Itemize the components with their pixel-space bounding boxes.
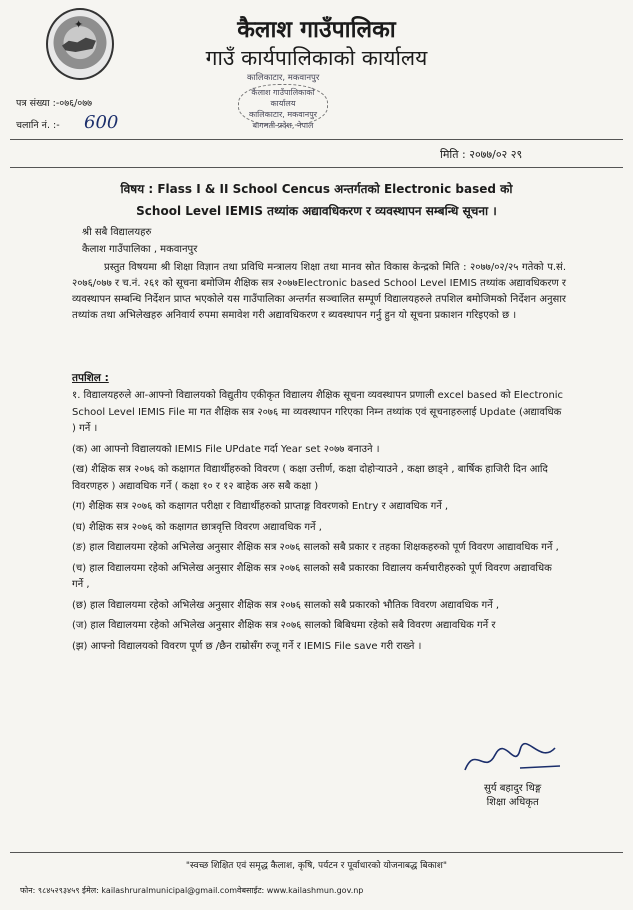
letter-number-label: पत्र संख्या :-: [16, 98, 60, 109]
list-item: (क) आ आफ्नो विद्यालयको IEMIS File UPdate गर्दा Year set २०७७ बनाउने ।: [72, 443, 380, 455]
signatory-title: शिक्षा अधिकृत: [486, 797, 539, 808]
details-list: [72, 388, 564, 659]
list-item: (छ) हाल विद्यालयमा रहेको अभिलेख अनुसार शैक्षिक सत्र २०७६ सालको सबै प्रकारको भौतिक विवरण अद्यावधिक गर्ने ,: [72, 599, 500, 611]
signatory-name: सुर्य बहादुर थिङ्ग: [484, 783, 542, 794]
intro-paragraph-text: प्रस्तुत विषयमा श्री शिक्षा विज्ञान तथा प्रविधि मन्त्रालय शिक्षा तथा मानव स्रोत विकास केन्द्रको मिति : २०७७/०२/२५ गतेको प.सं. २०७६/०७७ र च.नं. २६१ को सूचना बमोजिम शैक्षिक सत्र २०७७Electronic based School Level IEMIS तथ्यांक अद्यावधिकरण र व्यवस्थापन सम्बन्धि निर्देशन प्राप्त भएकोले यस गाउँपालिका अन्तर्गत सञ्चालित सम्पूर्ण विद्यालयहरुले तपशिल बमोजिमको निर्देशन अनुसार तथ्यांक तथा अभिलेखहरु अनिवार्य रुपमा समावेश गरी अद्यावधिकरण र ब्यवस्थापन गर्नु हुन यो सूचना प्रकाशन गरिइएको छ ।: [72, 262, 566, 321]
list-item: (झ) आफ्नो विद्यालयको विवरण पूर्ण छ /छैन राम्रोसँग रुजू गर्ने र IEMIS File save गरी राख्ने ।: [72, 640, 422, 652]
date-divider: [10, 167, 623, 168]
signature-mark: [460, 740, 570, 780]
letter-date: मिति : २०७७/०२ २९: [440, 148, 523, 161]
footer-motto: "स्वच्छ शिक्षित एवं समृद्ध कैलाश, कृषि, पर्यटन र पूर्वाधारको योजनाबद्ध बिकाश": [185, 861, 448, 871]
letterhead-title: कैलाश गाउँपालिका: [237, 17, 396, 43]
details-heading: तपशिल :: [72, 372, 109, 384]
office-stamp: [238, 84, 328, 130]
footer-contact: फोन: ९८४५२९३४५९ ईमेल: kailashruralmunicipal@gmail.comवेबसाईट: www.kailashmun.gov.np: [20, 886, 364, 895]
header-divider: [10, 139, 623, 140]
letterhead-address: कालिकाटार, मकवानपुर: [247, 73, 320, 83]
letter-number-value: ०७६/०७७: [59, 98, 93, 109]
dispatch-number-label: चलानि नं. :-: [16, 120, 60, 131]
stamp-line: कालिकाटार, मकवानपुर: [248, 110, 318, 119]
list-item: (च) हाल विद्यालयमा रहेको अभिलेख अनुसार शैक्षिक सत्र २०७६ सालको सबै प्रकारका विद्यालय कर्मचारीहरुको पूर्ण विवरण अद्यावधिक गर्ने ,: [72, 562, 552, 590]
stamp-line: कैलाश गाउँपालिकाको कार्यालय: [251, 88, 315, 108]
dispatch-number-value: 600: [84, 112, 119, 133]
recipient-line-2: कैलाश गाउँपालिका , मकवानपुर: [82, 244, 198, 255]
footer-divider: [10, 852, 623, 853]
list-item: (ग) शैक्षिक सत्र २०७६ को कक्षागत परीक्षा र विद्यार्थीहरुको प्राप्ताङ्ग विवरणको Entry र अद्यावधिक गर्ने ,: [72, 501, 449, 512]
list-item: (ङ) हाल विद्यालयमा रहेको अभिलेख अनुसार शैक्षिक सत्र २०७६ सालको सबै प्रकार र तहका शिक्षकहरुको पूर्ण विवरण आद्यावधिक गर्ने ,: [72, 542, 559, 553]
signatory: [484, 782, 541, 810]
dispatch-number: [16, 118, 60, 131]
list-item: (ज) हाल विद्यालयमा रहेको अभिलेख अनुसार शैक्षिक सत्र २०७६ सालको बिबिधमा रहेको सबै विवरण अद्यावधिक गर्ने र: [72, 620, 496, 631]
stamp-line: बागमती प्रदेश, नेपाल: [252, 121, 314, 130]
list-item: (घ) शैक्षिक सत्र २०७६ को कक्षागत छात्रवृत्ति विवरण अद्यावधिक गर्ने ,: [72, 521, 322, 533]
subject-line-1: विषय : Flass I & II School Cencus अन्तर्गतको Electronic based को: [120, 182, 513, 196]
intro-paragraph: [72, 260, 566, 324]
list-item: १. विद्यालयहरुले आ-आफ्नो विद्यालयको विद्युतीय एकीकृत विद्यालय शैक्षिक सूचना व्यवस्थापन प्रणाली excel based को Electronic School Level IEMIS File मा गत शैक्षिक सत्र २०७६ मा व्यवस्थापन गरिएका निम्न तथ्यांक एवं सूचनाहरुलाई Update (अद्यावधिक ) गर्ने ।: [72, 390, 564, 434]
list-item: (ख) शैक्षिक सत्र २०७६ को कक्षागत विद्यार्थीहरुको विवरण ( कक्षा उत्तीर्ण, कक्षा दोहोऱ्याउने , कक्षा छाड्ने , बार्षिक हाजिरी दिन आदि विवरणहरु ) अद्यावधिक गर्ने ( कक्षा १० र १२ बाहेक अरु सबै कक्षा ): [72, 464, 548, 492]
subject-line-2: School Level IEMIS तथ्यांक अद्यावधिकरण र व्यवस्थापन सम्बन्धि सूचना ।: [136, 204, 497, 218]
letter-number: [16, 96, 92, 109]
recipient-line-1: श्री सबै विद्यालयहरु: [82, 227, 152, 238]
star-icon: ✦: [74, 18, 84, 31]
letterhead-subtitle: गाउँ कार्यपालिकाको कार्यालय: [205, 46, 428, 70]
